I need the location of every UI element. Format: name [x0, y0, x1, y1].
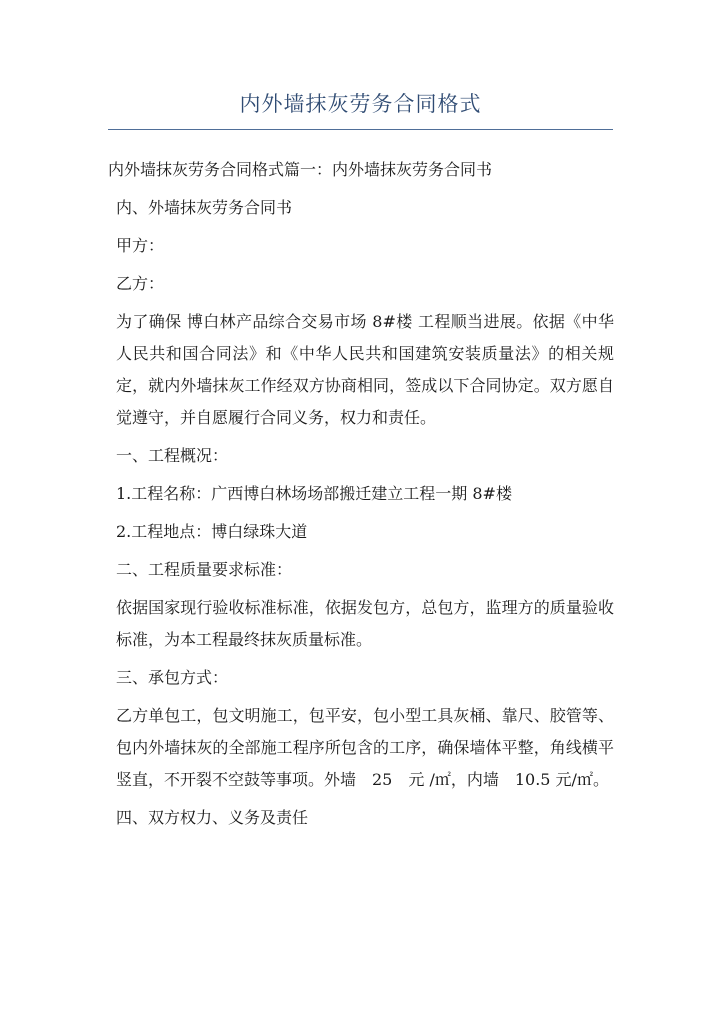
- document-body: [108, 154, 614, 840]
- project-location-line: 2.工程地点：博白绿珠大道: [116, 522, 308, 541]
- party-a-line: 甲方：: [116, 236, 165, 255]
- preamble-paragraph: 为了确保 博白林产品综合交易市场 8#楼 工程顺当进展。依据《中华人民共和国合同法》和《中华人民共和国建筑安装质量法》的相关规定，就内外墙抹灰工作经双方协商相同，签成以下合同协定。双方愿自觉遵守，并自愿履行合同义务，权力和责任。: [116, 312, 614, 427]
- heading-paragraph: 内外墙抹灰劳务合同格式篇一：内外墙抹灰劳务合同书: [108, 160, 493, 179]
- section-heading-3: 三、承包方式：: [116, 668, 229, 687]
- project-name-line: 1.工程名称：广西博白林场场部搬迁建立工程一期 8#楼: [116, 484, 512, 503]
- contracting-method-paragraph: 乙方单包工，包文明施工，包平安，包小型工具灰桶、靠尺、胶管等、包内外墙抹灰的全部施工程序所包含的工序，确保墙体平整，角线横平竖直，不开裂不空鼓等事项。外墙 25 元 /㎡，内墙 10.5 元/㎡。: [116, 706, 614, 789]
- section-heading-2: 二、工程质量要求标准：: [116, 560, 293, 579]
- document-title: 内外墙抹灰劳务合同格式: [239, 92, 482, 116]
- section-heading-4: 四、双方权力、义务及责任: [116, 808, 309, 827]
- party-b-line: 乙方：: [116, 274, 165, 293]
- section-heading-1: 一、工程概况：: [116, 446, 229, 465]
- quality-standard-paragraph: 依据国家现行验收标准标准，依据发包方，总包方，监理方的质量验收标准，为本工程最终抹灰质量标准。: [116, 598, 614, 649]
- title-underline: [108, 129, 613, 130]
- contract-title-line: 内、外墙抹灰劳务合同书: [116, 198, 293, 217]
